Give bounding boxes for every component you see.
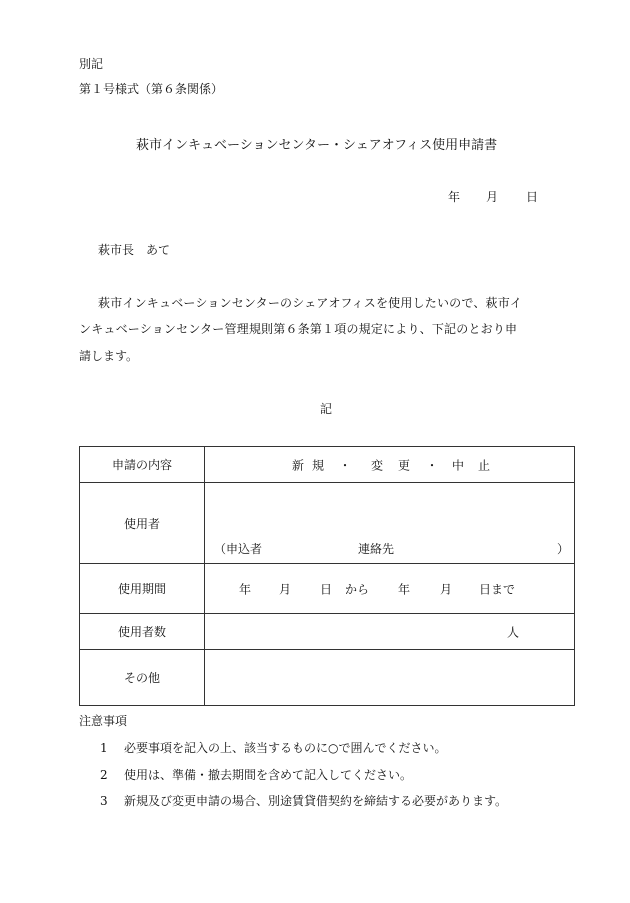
end-year: 年	[398, 582, 411, 596]
label-period: 使用期間	[80, 564, 205, 614]
note-item	[100, 739, 446, 756]
close-paren: ）	[557, 542, 570, 556]
separator-dot: ・	[339, 458, 352, 472]
count-cell[interactable]	[205, 614, 575, 650]
row-count	[80, 614, 575, 650]
note-text: 必要事項を記入の上、該当するものに○で囲んでください。	[124, 741, 447, 755]
contact-label: 連絡先	[358, 542, 395, 556]
note-number: 3	[100, 794, 108, 808]
note-number: 2	[100, 768, 108, 782]
option-shin[interactable]: 新	[292, 458, 305, 472]
start-day: 日	[320, 582, 333, 596]
ki-heading: 記	[320, 402, 333, 416]
application-table	[79, 446, 575, 706]
option-shi[interactable]: 止	[478, 458, 491, 472]
user-cell[interactable]	[205, 483, 575, 564]
from-label: から	[345, 582, 370, 596]
date-month-label: 月	[486, 190, 499, 204]
form-number: 第１号様式（第６条関係）	[79, 82, 224, 96]
option-chuu[interactable]: 中	[452, 458, 465, 472]
note-item	[100, 766, 412, 783]
date-year-label: 年	[448, 190, 461, 204]
body-line-3: 請します。	[79, 349, 139, 363]
note-item	[100, 792, 507, 809]
label-other: その他	[80, 650, 205, 706]
label-user: 使用者	[80, 483, 205, 564]
document-title: 萩市インキュベーションセンター・シェアオフィス使用申請書	[136, 138, 498, 153]
end-month: 月	[440, 582, 453, 596]
appendix-label: 別記	[79, 57, 104, 71]
addressee: 萩市長 あて	[98, 243, 171, 257]
body-line-2: ンキュベーションセンター管理規則第６条第１項の規定により、下記のとおり申	[79, 322, 518, 336]
body-line-1: 萩市インキュベーションセンターのシェアオフィスを使用したいので、萩市イ	[98, 296, 523, 310]
label-count: 使用者数	[80, 614, 205, 650]
start-year: 年	[239, 582, 252, 596]
note-number: 1	[100, 741, 108, 755]
other-cell[interactable]	[205, 650, 575, 706]
option-hen[interactable]: 変	[371, 458, 384, 472]
start-month: 月	[279, 582, 292, 596]
person-unit: 人	[507, 625, 520, 639]
row-user	[80, 483, 575, 564]
option-kou[interactable]: 更	[398, 458, 411, 472]
note-text: 使用は、準備・撤去期間を含めて記入してください。	[124, 768, 413, 782]
option-ki[interactable]: 規	[312, 458, 325, 472]
content-options-cell[interactable]	[205, 447, 575, 483]
notes-heading: 注意事項	[79, 714, 128, 728]
label-content: 申請の内容	[80, 447, 205, 483]
row-other	[80, 650, 575, 706]
separator-dot: ・	[426, 458, 439, 472]
row-content	[80, 447, 575, 483]
period-cell[interactable]	[205, 564, 575, 614]
row-period	[80, 564, 575, 614]
applicant-label: （申込者	[214, 542, 263, 556]
until-label: 日まで	[479, 582, 516, 596]
date-day-label: 日	[526, 190, 539, 204]
note-text: 新規及び変更申請の場合、別途賃貸借契約を締結する必要があります。	[124, 794, 508, 808]
